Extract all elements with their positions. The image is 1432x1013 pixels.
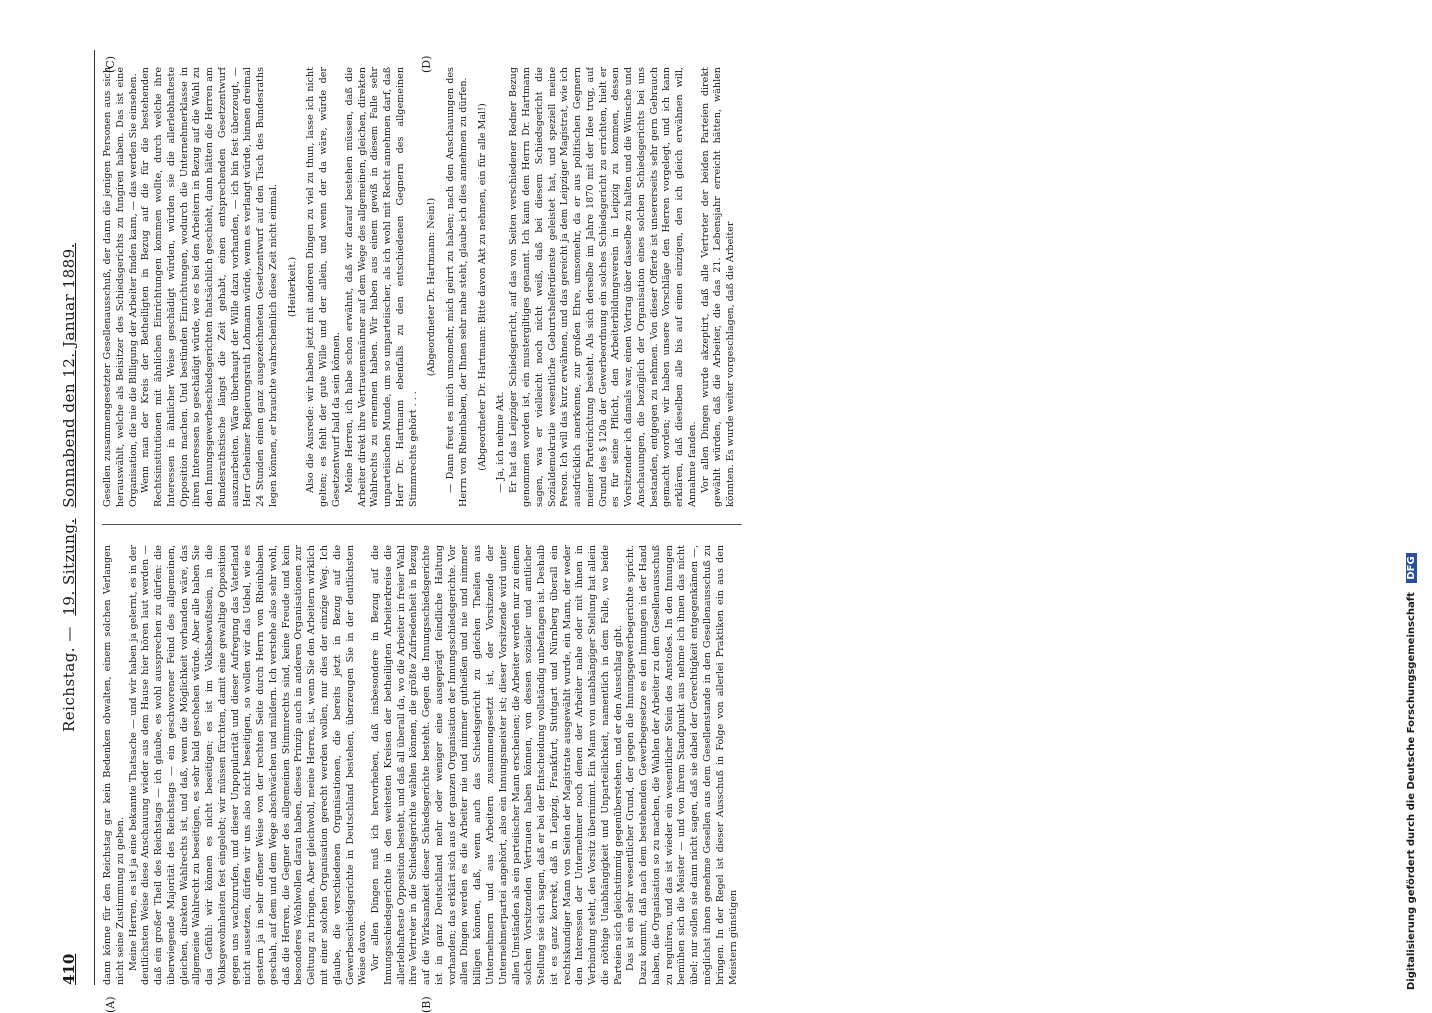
- paragraph: — Ja, ich nehme Akt.: [495, 391, 507, 493]
- interjection: (Abgeordneter Dr. Hartmann: Bitte davon Akt zu nehmen, ein für alle Mal!): [476, 103, 488, 471]
- paragraph: Meine Herren, ich habe schon erwähnt, daß wir darauf bestehen müssen, daß die Arbeiter direkt ihre Vertrauensmänner auf dem Wege des allgemeinen, gleichen, direkten Wahlrechts zu ernennen haben. Wir haben aus einem gewiß in diesem Falle sehr unparteiischen Munde, um so unparteiischer, als ich wohl mit Recht annehmen darf, daß Herr Dr. Hartmann ebenfalls zu den entschiedenen Gegnern des allgemeinen Stimmrechts gehört . . .: [343, 67, 419, 507]
- marker-a: (A): [104, 996, 117, 1013]
- header-date: Sonnabend den 12. Januar 1889.: [60, 243, 78, 508]
- header-left: Reichstag. —: [60, 626, 78, 732]
- page-header: [60, 50, 92, 985]
- header-rule: [94, 50, 95, 985]
- rotated-page-content: [60, 50, 1390, 1013]
- page-number: 410: [60, 953, 78, 985]
- digitization-text: Digitalisierung gefördert durch die Deutsche Forschungsgemeinschaft: [1406, 592, 1417, 990]
- stage-direction: (Heiterkeit.): [286, 256, 298, 318]
- marker-c: (C): [104, 56, 117, 73]
- right-column: [102, 67, 742, 507]
- column-divider: [102, 524, 742, 525]
- header-title: [60, 50, 78, 925]
- paragraph: dann könne für den Reichstag gar kein Bedenken obwalten, einem solchen Verlangen nicht seine Zustimmung zu geben.: [102, 545, 126, 985]
- paragraph: Das ist ein sehr wesentlicher Grund, der gegen die Innungsgewerbegerichte spricht. Dazu kommt, daß nach dem bestehenden Gewerbegesetze es den Innungen in der Hand haben, die Organisation so zu machen, die Wahlen der Arbeiter zu dem Gesellenausschuß zu reguliren, und das ist wieder ein wesentlicher Stein des Anstoßes. In den Innungen bemühen sich die Meister — und von ihrem Standpunkt aus nehme ich ihnen das nicht übel; nur sollen sie dann nicht sagen, daß sie dabei der Gerechtigkeit entgegenkämen —, möglichst ihnen genehme Gesellen aus dem Gesellenstande in den Gesellenausschuß zu bringen. In der Regel ist dieser Ausschuß in Folge von allerlei Praktiken ein aus den Meistern günstigen: [625, 545, 739, 985]
- header-session: 19. Sitzung.: [60, 518, 78, 616]
- paragraph: Er hat das Leipziger Schiedsgericht, auf das von Seiten verschiedener Redner Bezug genommen worden ist, ein mustergiltiges genannt. Ich kann dem Herrn Dr. Hartmann sagen, was er vielleicht noch nicht weiß, daß bei diesem Schiedsgericht die Sozialdemokratie wesentliche Geburtshelferdienste geleistet hat, und speziell meine Person. Ich will das kurz erwähnen, und das gereicht ja dem Leipziger Magistrat, wie ich ausdrücklich anerkenne, zur großen Ehre, umsomehr, da er aus politischen Gegnern meiner Parteirichtung besteht. Als sich derselbe im Jahre 1870 mit der Idee trug, auf Grund des § 120a der Gewerbeordnung ein solches Schiedsgericht zu errichten, hielt er es für seine Pflicht, den Arbeiterbildungsverein in Leipzig zu kommen, dessen Vorsitzender ich damals war, einen Vortrag über dasselbe zu halten und die Wünsche und Anschauungen, die bezüglich der Organisation eines solchen Schiedsgerichts bei uns bestanden, entgegen zu nehmen. Von dieser Offerte ist unsererseits sehr gern Gebrauch gemacht worden; wir haben unsere Vorschläge den Herren vorgelegt, und ich kann erklären, daß dieselben alle bis auf einen einzigen, den ich gleich erwähnen will, Annahme fanden.: [508, 67, 698, 507]
- marker-d: (D): [420, 55, 433, 73]
- left-column: [102, 545, 742, 985]
- paragraph: Wenn man der Kreis der Betheiligten in Bezug auf die für die bestehenden Rechtsinstitutionen mit ähnlichen Einrichtungen kommen wollte, durch welche ihre Interessen in ähnlicher Weise geschädigt würden, würden sie die allerlebhafteste Opposition machen. Und bestünden Einrichtungen, wodurch die Unternehmerklasse in ihren Interessen so geschädigt würde, wie es bei den Arbeitern in Bezug auf die Wahl zu den Innungsgewerbeschiedsgerichten thatsächlich geschieht, dann hätten die Herren am Bundesrathstische längst die Zeit gehabt, einen entsprechenden Gesetzentwurf auszuarbeiten. Wäre überhaupt der Wille dazu vorhanden, — ich bin fest überzeugt, — Herr Geheimer Regierungsrath Lohmann würde, wenn es verlangt würde, binnen dreimal 24 Stunden einen ganz ausgezeichneten Gesetzentwurf auf den Tisch des Bundesraths legen können, er brauchte wahrscheinlich diese Zeit nicht einmal.: [140, 67, 279, 507]
- paragraph: Meine Herren, es ist ja eine bekannte Thatsache — und wir haben ja gelernt, es in der deutlichsten Weise diese Anschauung wieder aus dem Hause hier hören laut werden — daß ein großer Theil des Reichstags — ich glaube, es wohl aussprechen zu dürfen: die überwiegende Majorität des Reichstags — ein geschworener Feind des allgemeinen, gleichen, direkten Wahlrechts ist, und daß, wenn die Möglichkeit vorhanden wäre, das allgemeine Wahlrecht zu beseitigen, es sehr bald geschehen würde. Aber alle haben Sie das Gefühl: wir können es nicht beseitigen; es ist im Volksbewußtsein, in die Volksgewohnheiten fest eingelebt; wir müssen fürchten, damit eine gewaltige Opposition gegen uns wachzurufen, und dieser Unpopularität und dieser Aufregung das Vaterland nicht aussetzen, dürfen wir uns also nicht beseitigen, so wollen wir das Uebel, wie es gestern ja in sehr offener Weise von der rechten Seite durch Herrn von Rheinbaben geschah, auf dem und dem Wege abschwächen und mildern. Ich verstehe also sehr wohl, daß die Herren, die Gegner des allgemeinen Stimmrechts sind, keine Freude und kein besonderes Wohlwollen daran haben, dieses Prinzip auch in anderen Organisationen zur Geltung zu bringen. Aber gleichwohl, meine Herren, ist, wenn Sie den Arbeitern wirklich mit einer solchen Organisation gerecht werden wollen, nur dies der einzige Weg. Ich glaube, die verschiedenen Organisationen, die bereits jetzt in Bezug auf die Gewerbeschiedsgerichte in Deutschland bestehen, überzeugen Sie in der deutlichsten Weise davon.: [127, 545, 369, 985]
- paragraph: Also die Ausrede: wir haben jetzt mit anderen Dingen zu viel zu thun, lasse ich nicht gelten; es fehlt der gute Wille und der allein, und wenn der da wäre, würde der Gesetzentwurf bald da sein können.: [305, 67, 343, 507]
- paragraph: — Dann freut es mich umsomehr, mich geirrt zu haben; nach den Anschauungen des Herrn von Rheinbaben, der Ihnen sehr nahe steht, glaube ich dies annehmen zu dürfen.: [445, 67, 469, 507]
- dfg-logo: DFG: [1406, 553, 1417, 582]
- marker-b: (B): [420, 996, 433, 1013]
- paragraph: Vor allen Dingen muß ich hervorheben, daß insbesondere in Bezug auf die Innungsschiedsgerichte in den weitesten Kreisen der betheiligten Arbeiterkreise die allerlebhafteste Opposition besteht, und daß all überall da, wo die Arbeiter in freier Wahl ihre Vertreter in die Schiedsgerichte wählen können, die größte Zufriedenheit in Bezug auf die Wirksamkeit dieser Schiedsgerichte besteht. Gegen die Innungsschiedsgerichte ist in ganz Deutschland mehr oder weniger eine ausgeprägt feindliche Haltung vorhanden; das erklärt sich aus der ganzen Organisation der Innungsschiedsgerichte. Vor allen Dingen werden es die Arbeiter nie und nimmer gutheißen und nie und nimmer billigen können, daß, wenn auch das Schiedsgericht zu gleichen Theilen aus Unternehmern und aus Arbeitern zusammengesetzt ist, der Vorsitzende der Unternehmerpartei angehört, also ein Innungsmeister ist; dieser Vorsitzende wird unter allen Umständen als ein parteiischer Mann erscheinen; die Arbeiter werden nur zu einem solchen Vorsitzenden Vertrauen haben können, von dessen sozialer und amtlicher Stellung sie sich sagen, daß er bei der Entscheidung vollständig unbefangen ist. Deshalb ist es ganz korrekt, daß in Leipzig, Frankfurt, Stuttgart und Nürnberg überall ein rechtskundiger Mann von Seiten der Magistrate ausgewählt wurde, ein Mann, der weder den Interessen der Unternehmer noch denen der Arbeiter nahe oder mit ihnen in Verbindung steht, den Vorsitz übernimmt. Ein Mann von unabhängiger Stellung hat allein die nöthige Unabhängigkeit und Unparteilichkeit, namentlich in dem Falle, wo beide Parteien sich gleichstimmig gegenüberstehen, und er den Ausschlag gibt.: [370, 545, 624, 985]
- paragraph: Gesellen zusammengesetzter Gesellenausschuß, der dann die jenigen Personen aus sich herauswählt, welche als Beisitzer des Schiedsgerichts zu fungiren haben. Das ist eine Organisation, die nie die Billigung der Arbeiter finden kann, — das werden Sie einsehen.: [102, 67, 139, 507]
- digitization-note: [1404, 10, 1424, 990]
- interjection: (Abgeordneter Dr. Hartmann: Nein!): [426, 197, 438, 377]
- paragraph: Vor allen Dingen wurde akzeptirt, daß alle Vertreter der beiden Parteien direkt gewählt würden, daß die Arbeiter, die das 21. Lebensjahr erreicht hätten, wählen könnten. Es wurde weiter vorgeschlagen, daß die Arbeiter: [699, 67, 737, 507]
